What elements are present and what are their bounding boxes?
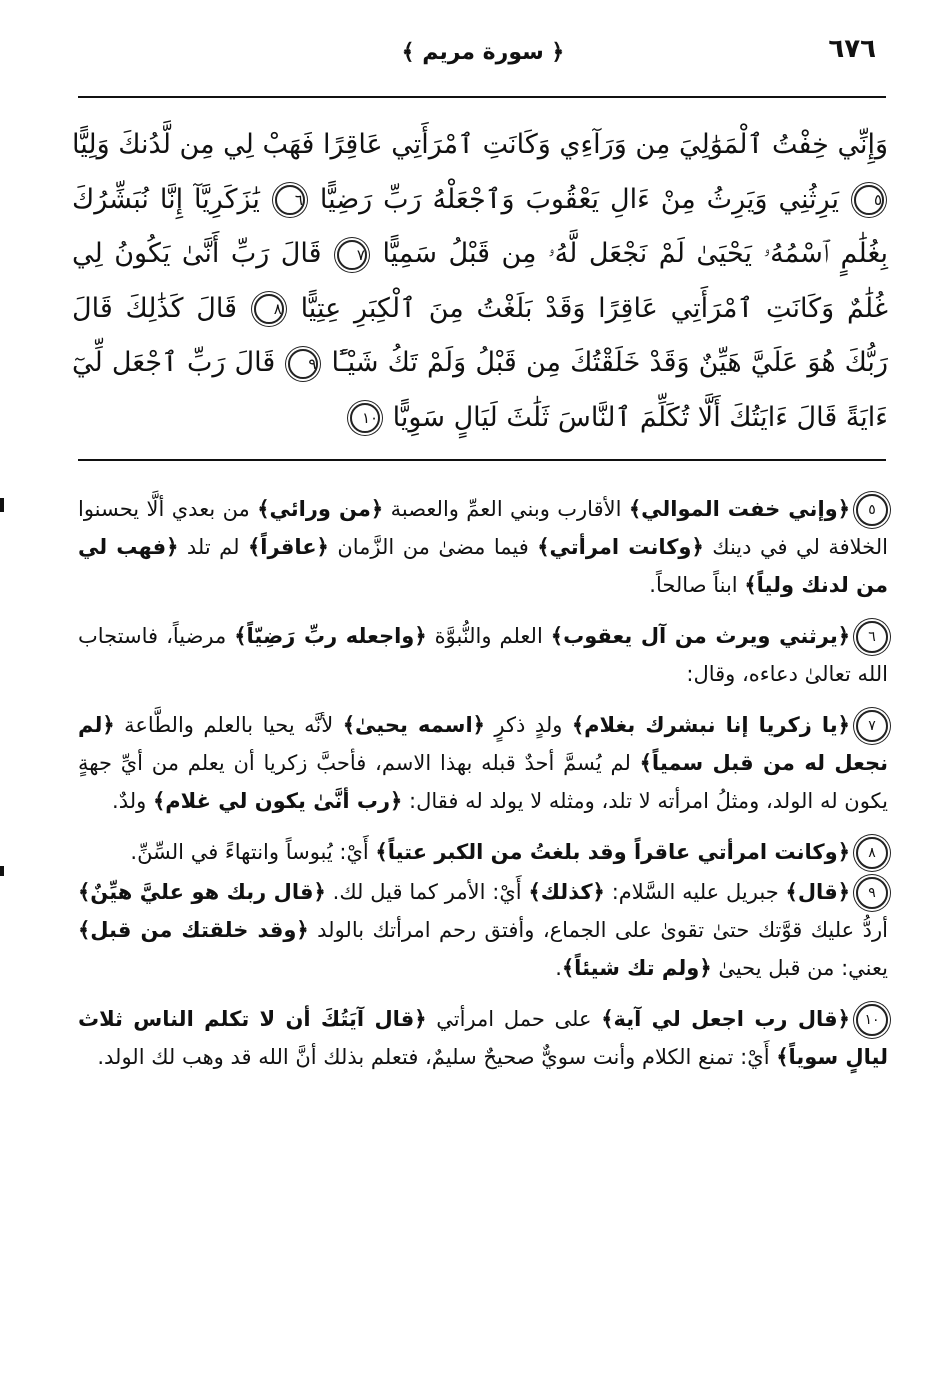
commentary-text: الأقارب وبني العمِّ والعصبة — [383, 497, 629, 521]
ayah-number-marker: ٧ — [337, 240, 367, 270]
verse-number-badge: ٧ — [856, 710, 888, 742]
commentary-text: أَيْ: تمنع الكلام وأنت سويٌّ صحيحٌ سليمٌ، فتعلم بذلك أنَّ الله قد وهب لك الولد. — [97, 1045, 777, 1069]
quoted-verse-phrase: ﴿وإني خفت الموالي﴾ — [628, 497, 850, 521]
page-number: ٦٧٦ — [828, 34, 876, 64]
commentary-text: مرضياً، فاستجاب الله تعالىٰ دعاءه، وقال: — [78, 624, 888, 686]
ayah-number-marker: ٩ — [288, 349, 318, 379]
commentary-text: أَيْ: الأمر كما قيل لك. — [325, 880, 529, 904]
scan-edge-mark — [0, 498, 4, 512]
surah-title: ﴿ سورة مريم ﴾ — [401, 40, 565, 65]
verse-number-badge: ٩ — [856, 877, 888, 909]
ayah-text: قَالَ رَبِّ ٱجْعَل لِّيٓ ءَايَةً قَالَ ءَايَتُكَ أَلَّا تُكَلِّمَ ٱلنَّاسَ ثَلَٰثَ لَيَالٍ سَوِيًّا — [72, 347, 888, 433]
commentary-text: لم تلد — [178, 535, 248, 559]
quoted-verse-phrase: ﴿وكانت امرأتي عاقراً وقد بلغتُ من الكبر عتياً﴾ — [375, 840, 850, 864]
commentary-text: جبريل عليه السَّلام: — [604, 880, 786, 904]
verse-number-badge: ٥ — [856, 494, 888, 526]
ayah-text: قَالَ رَبِّ أَنَّىٰ يَكُونُ لِي غُلَٰمٌ وَكَانَتِ ٱمْرَأَتِي عَاقِرًا وَقَدْ بَلَغْتُ مِنَ ٱلْكِبَرِ عِتِيًّا — [72, 238, 888, 324]
quoted-verse-phrase: ﴿قال رب اجعل لي آية﴾ — [601, 1007, 850, 1031]
quoted-verse-phrase: ﴿وكانت امرأتي﴾ — [537, 535, 704, 559]
commentary-text: يعني: من قبل يحيىٰ — [711, 956, 888, 980]
quoted-verse-phrase: ﴿قال ربك هو عليَّ هيِّنٌ﴾ — [78, 880, 326, 904]
quoted-verse-phrase: ﴿ولم تك شيئاً﴾ — [561, 956, 712, 980]
commentary-text: ابناً صالحاً. — [649, 573, 745, 597]
commentary-text: على حمل امرأتي — [426, 1007, 602, 1031]
tafsir-commentary — [78, 490, 888, 1089]
commentary-note — [78, 490, 888, 604]
quoted-verse-phrase: ﴿كذلك﴾ — [528, 880, 605, 904]
verse-number-badge: ٨ — [856, 837, 888, 869]
ayah-number-marker: ٥ — [854, 185, 884, 215]
commentary-note — [78, 706, 888, 820]
commentary-note — [78, 833, 888, 871]
commentary-text: أَيْ: يُبوساً وانتهاءً في السِّنِّ. — [130, 840, 376, 864]
quoted-verse-phrase: ﴿من ورائي﴾ — [257, 497, 384, 521]
quoted-verse-phrase: ﴿واجعله ربِّ رَضِيّاً﴾ — [234, 624, 427, 648]
commentary-note — [78, 617, 888, 693]
commentary-note — [78, 873, 888, 987]
commentary-text: من بعدي ألَّا يحسنوا الخلافة لي في دينك — [78, 497, 888, 559]
quoted-verse-phrase: ﴿رب أنَّىٰ يكون لي غلام﴾ — [152, 789, 403, 813]
commentary-text: فيما مضىٰ من الزَّمان — [328, 535, 538, 559]
quoted-verse-phrase: ﴿فهب لي من لدنك ولياً﴾ — [78, 535, 888, 597]
ayah-text: قَالَ كَذَٰلِكَ قَالَ رَبُّكَ هُوَ عَلَيَّ هَيِّنٌ وَقَدْ خَلَقْتُكَ مِن قَبْلُ وَلَمْ تَكُ شَيْـًٔا — [72, 292, 888, 378]
ayah-number-marker: ٨ — [254, 294, 284, 324]
commentary-text: لأنَّه يحيا بالعلم والطَّاعة — [114, 713, 343, 737]
commentary-text: ولدٍ ذكرٍ — [484, 713, 572, 737]
verse-number-badge: ١٠ — [856, 1004, 888, 1036]
commentary-text: ولدٌ. — [112, 789, 153, 813]
ayah-text: يَٰزَكَرِيَّآ إِنَّا نُبَشِّرُكَ بِغُلَٰمٍ ٱسْمُهُۥ يَحْيَىٰ لَمْ نَجْعَل لَّهُۥ مِن قَبْلُ سَمِيًّا — [72, 183, 888, 269]
quoted-verse-phrase: ﴿قال آيَتُكَ أن لا تكلم الناس ثلاث ليالٍ سوياً﴾ — [78, 1007, 888, 1069]
ayah-number-marker: ٦ — [275, 185, 305, 215]
ayah-number-marker: ١٠ — [350, 403, 380, 433]
quran-text — [72, 118, 888, 445]
commentary-text: أردُّ عليك قوَّتك حتىٰ تقوىٰ على الجماع، وأفتق رحم امرأتك بالولد — [308, 918, 888, 942]
quoted-verse-phrase: ﴿يا زكريا إنا نبشرك بغلام﴾ — [571, 713, 850, 737]
page-header — [78, 30, 888, 86]
ayah-text: وَإِنِّي خِفْتُ ٱلْمَوَٰلِيَ مِن وَرَآءِي وَكَانَتِ ٱمْرَأَتِي عَاقِرًا فَهَبْ لِي مِن لَّدُنكَ وَلِيًّا — [72, 129, 888, 160]
commentary-text: لم يُسمَّ أحدٌ قبله بهذا الاسم، فأحبَّ زكريا أن يعلم من أيِّ جهةٍ يكون له الولد، ومثلُ امرأته لا تلد، ومثله لا يولد له فقال: — [78, 751, 888, 813]
header-divider — [78, 96, 886, 98]
quoted-verse-phrase: ﴿عاقراً﴾ — [248, 535, 329, 559]
quoted-verse-phrase: ﴿اسمه يحيىٰ﴾ — [342, 713, 485, 737]
commentary-note — [78, 1000, 888, 1076]
quoted-verse-phrase: ﴿لم نجعل له من قبل سمياً﴾ — [78, 713, 888, 775]
commentary-text: . — [555, 956, 562, 980]
scan-edge-mark — [0, 866, 4, 876]
ayah-text: يَرِثُنِي وَيَرِثُ مِنْ ءَالِ يَعْقُوبَ وَٱجْعَلْهُ رَبِّ رَضِيًّا — [319, 183, 840, 215]
commentary-divider — [78, 459, 886, 461]
quoted-verse-phrase: ﴿وقد خلقتك من قبل﴾ — [78, 918, 309, 942]
quoted-verse-phrase: ﴿يرثني ويرث من آل يعقوب﴾ — [550, 624, 851, 648]
quoted-verse-phrase: ﴿قال﴾ — [785, 880, 850, 904]
commentary-text: العلم والنُّبوَّة — [426, 624, 551, 648]
verse-number-badge: ٦ — [856, 621, 888, 653]
